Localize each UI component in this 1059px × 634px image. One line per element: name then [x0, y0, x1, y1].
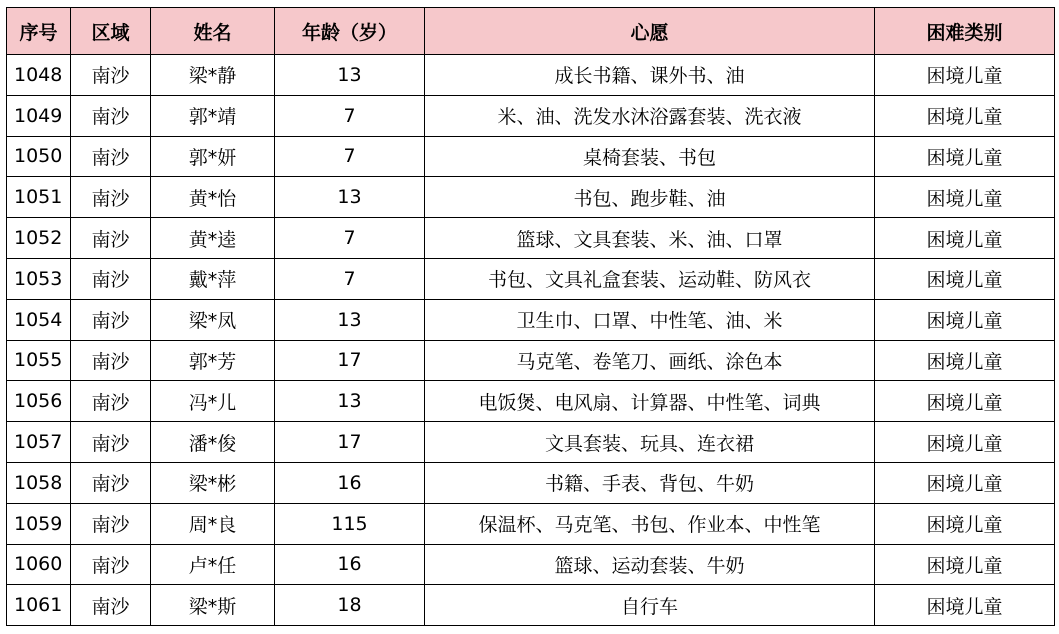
- cell-age: 16: [275, 462, 425, 503]
- table-row: [7, 136, 1055, 177]
- cell-category: 困境儿童: [875, 340, 1055, 381]
- cell-id: 1048: [7, 55, 71, 96]
- cell-category: 困境儿童: [875, 177, 1055, 218]
- cell-category: 困境儿童: [875, 422, 1055, 463]
- cell-wish: 马克笔、卷笔刀、画纸、涂色本: [425, 340, 875, 381]
- table-row: [7, 340, 1055, 381]
- cell-category: 困境儿童: [875, 503, 1055, 544]
- cell-id: 1060: [7, 544, 71, 585]
- cell-age: 7: [275, 136, 425, 177]
- cell-id: 1058: [7, 462, 71, 503]
- cell-name: 郭*芳: [151, 340, 275, 381]
- cell-area: 南沙: [71, 136, 151, 177]
- header-row: [7, 8, 1055, 55]
- table-row: [7, 462, 1055, 503]
- cell-name: 梁*静: [151, 55, 275, 96]
- header-name: 姓名: [151, 8, 275, 55]
- cell-category: 困境儿童: [875, 585, 1055, 626]
- cell-wish: 文具套装、玩具、连衣裙: [425, 422, 875, 463]
- cell-area: 南沙: [71, 95, 151, 136]
- header-age: 年龄（岁）: [275, 8, 425, 55]
- cell-area: 南沙: [71, 462, 151, 503]
- cell-age: 13: [275, 381, 425, 422]
- cell-wish: 篮球、运动套装、牛奶: [425, 544, 875, 585]
- cell-wish: 书包、文具礼盒套装、运动鞋、防风衣: [425, 258, 875, 299]
- cell-wish: 米、油、洗发水沐浴露套装、洗衣液: [425, 95, 875, 136]
- cell-wish: 篮球、文具套装、米、油、口罩: [425, 218, 875, 259]
- cell-name: 潘*俊: [151, 422, 275, 463]
- table-row: [7, 258, 1055, 299]
- cell-age: 115: [275, 503, 425, 544]
- cell-wish: 自行车: [425, 585, 875, 626]
- cell-id: 1051: [7, 177, 71, 218]
- cell-age: 16: [275, 544, 425, 585]
- cell-area: 南沙: [71, 585, 151, 626]
- cell-age: 7: [275, 95, 425, 136]
- table-header: [7, 8, 1055, 55]
- cell-age: 17: [275, 422, 425, 463]
- cell-age: 13: [275, 299, 425, 340]
- cell-wish: 保温杯、马克笔、书包、作业本、中性笔: [425, 503, 875, 544]
- header-wish: 心愿: [425, 8, 875, 55]
- cell-area: 南沙: [71, 218, 151, 259]
- cell-category: 困境儿童: [875, 544, 1055, 585]
- table-row: [7, 422, 1055, 463]
- cell-area: 南沙: [71, 381, 151, 422]
- cell-area: 南沙: [71, 55, 151, 96]
- cell-wish: 卫生巾、口罩、中性笔、油、米: [425, 299, 875, 340]
- cell-name: 梁*凤: [151, 299, 275, 340]
- table-row: [7, 585, 1055, 626]
- cell-category: 困境儿童: [875, 136, 1055, 177]
- header-id: 序号: [7, 8, 71, 55]
- cell-category: 困境儿童: [875, 55, 1055, 96]
- cell-wish: 桌椅套装、书包: [425, 136, 875, 177]
- cell-area: 南沙: [71, 258, 151, 299]
- cell-area: 南沙: [71, 340, 151, 381]
- table-body: [7, 55, 1055, 626]
- cell-category: 困境儿童: [875, 218, 1055, 259]
- cell-id: 1056: [7, 381, 71, 422]
- cell-name: 郭*妍: [151, 136, 275, 177]
- cell-name: 郭*靖: [151, 95, 275, 136]
- cell-category: 困境儿童: [875, 95, 1055, 136]
- cell-name: 卢*任: [151, 544, 275, 585]
- table-row: [7, 218, 1055, 259]
- table-row: [7, 503, 1055, 544]
- cell-category: 困境儿童: [875, 299, 1055, 340]
- cell-id: 1054: [7, 299, 71, 340]
- table-row: [7, 544, 1055, 585]
- cell-name: 周*良: [151, 503, 275, 544]
- cell-area: 南沙: [71, 503, 151, 544]
- cell-area: 南沙: [71, 422, 151, 463]
- table-row: [7, 381, 1055, 422]
- cell-name: 黄*逵: [151, 218, 275, 259]
- cell-name: 黄*怡: [151, 177, 275, 218]
- table-row: [7, 299, 1055, 340]
- header-area: 区域: [71, 8, 151, 55]
- cell-age: 18: [275, 585, 425, 626]
- cell-category: 困境儿童: [875, 381, 1055, 422]
- wish-list-table: [6, 7, 1055, 626]
- cell-wish: 电饭煲、电风扇、计算器、中性笔、词典: [425, 381, 875, 422]
- cell-area: 南沙: [71, 544, 151, 585]
- cell-wish: 书包、跑步鞋、油: [425, 177, 875, 218]
- cell-area: 南沙: [71, 299, 151, 340]
- table-row: [7, 55, 1055, 96]
- header-category: 困难类别: [875, 8, 1055, 55]
- cell-id: 1050: [7, 136, 71, 177]
- cell-category: 困境儿童: [875, 462, 1055, 503]
- cell-name: 冯*儿: [151, 381, 275, 422]
- cell-age: 7: [275, 218, 425, 259]
- cell-id: 1059: [7, 503, 71, 544]
- cell-name: 梁*彬: [151, 462, 275, 503]
- cell-wish: 成长书籍、课外书、油: [425, 55, 875, 96]
- cell-name: 梁*斯: [151, 585, 275, 626]
- cell-id: 1061: [7, 585, 71, 626]
- cell-id: 1057: [7, 422, 71, 463]
- cell-id: 1055: [7, 340, 71, 381]
- cell-wish: 书籍、手表、背包、牛奶: [425, 462, 875, 503]
- cell-id: 1053: [7, 258, 71, 299]
- cell-id: 1052: [7, 218, 71, 259]
- cell-age: 17: [275, 340, 425, 381]
- table-row: [7, 95, 1055, 136]
- cell-age: 13: [275, 177, 425, 218]
- cell-category: 困境儿童: [875, 258, 1055, 299]
- cell-age: 7: [275, 258, 425, 299]
- cell-id: 1049: [7, 95, 71, 136]
- cell-area: 南沙: [71, 177, 151, 218]
- cell-age: 13: [275, 55, 425, 96]
- cell-name: 戴*萍: [151, 258, 275, 299]
- table-row: [7, 177, 1055, 218]
